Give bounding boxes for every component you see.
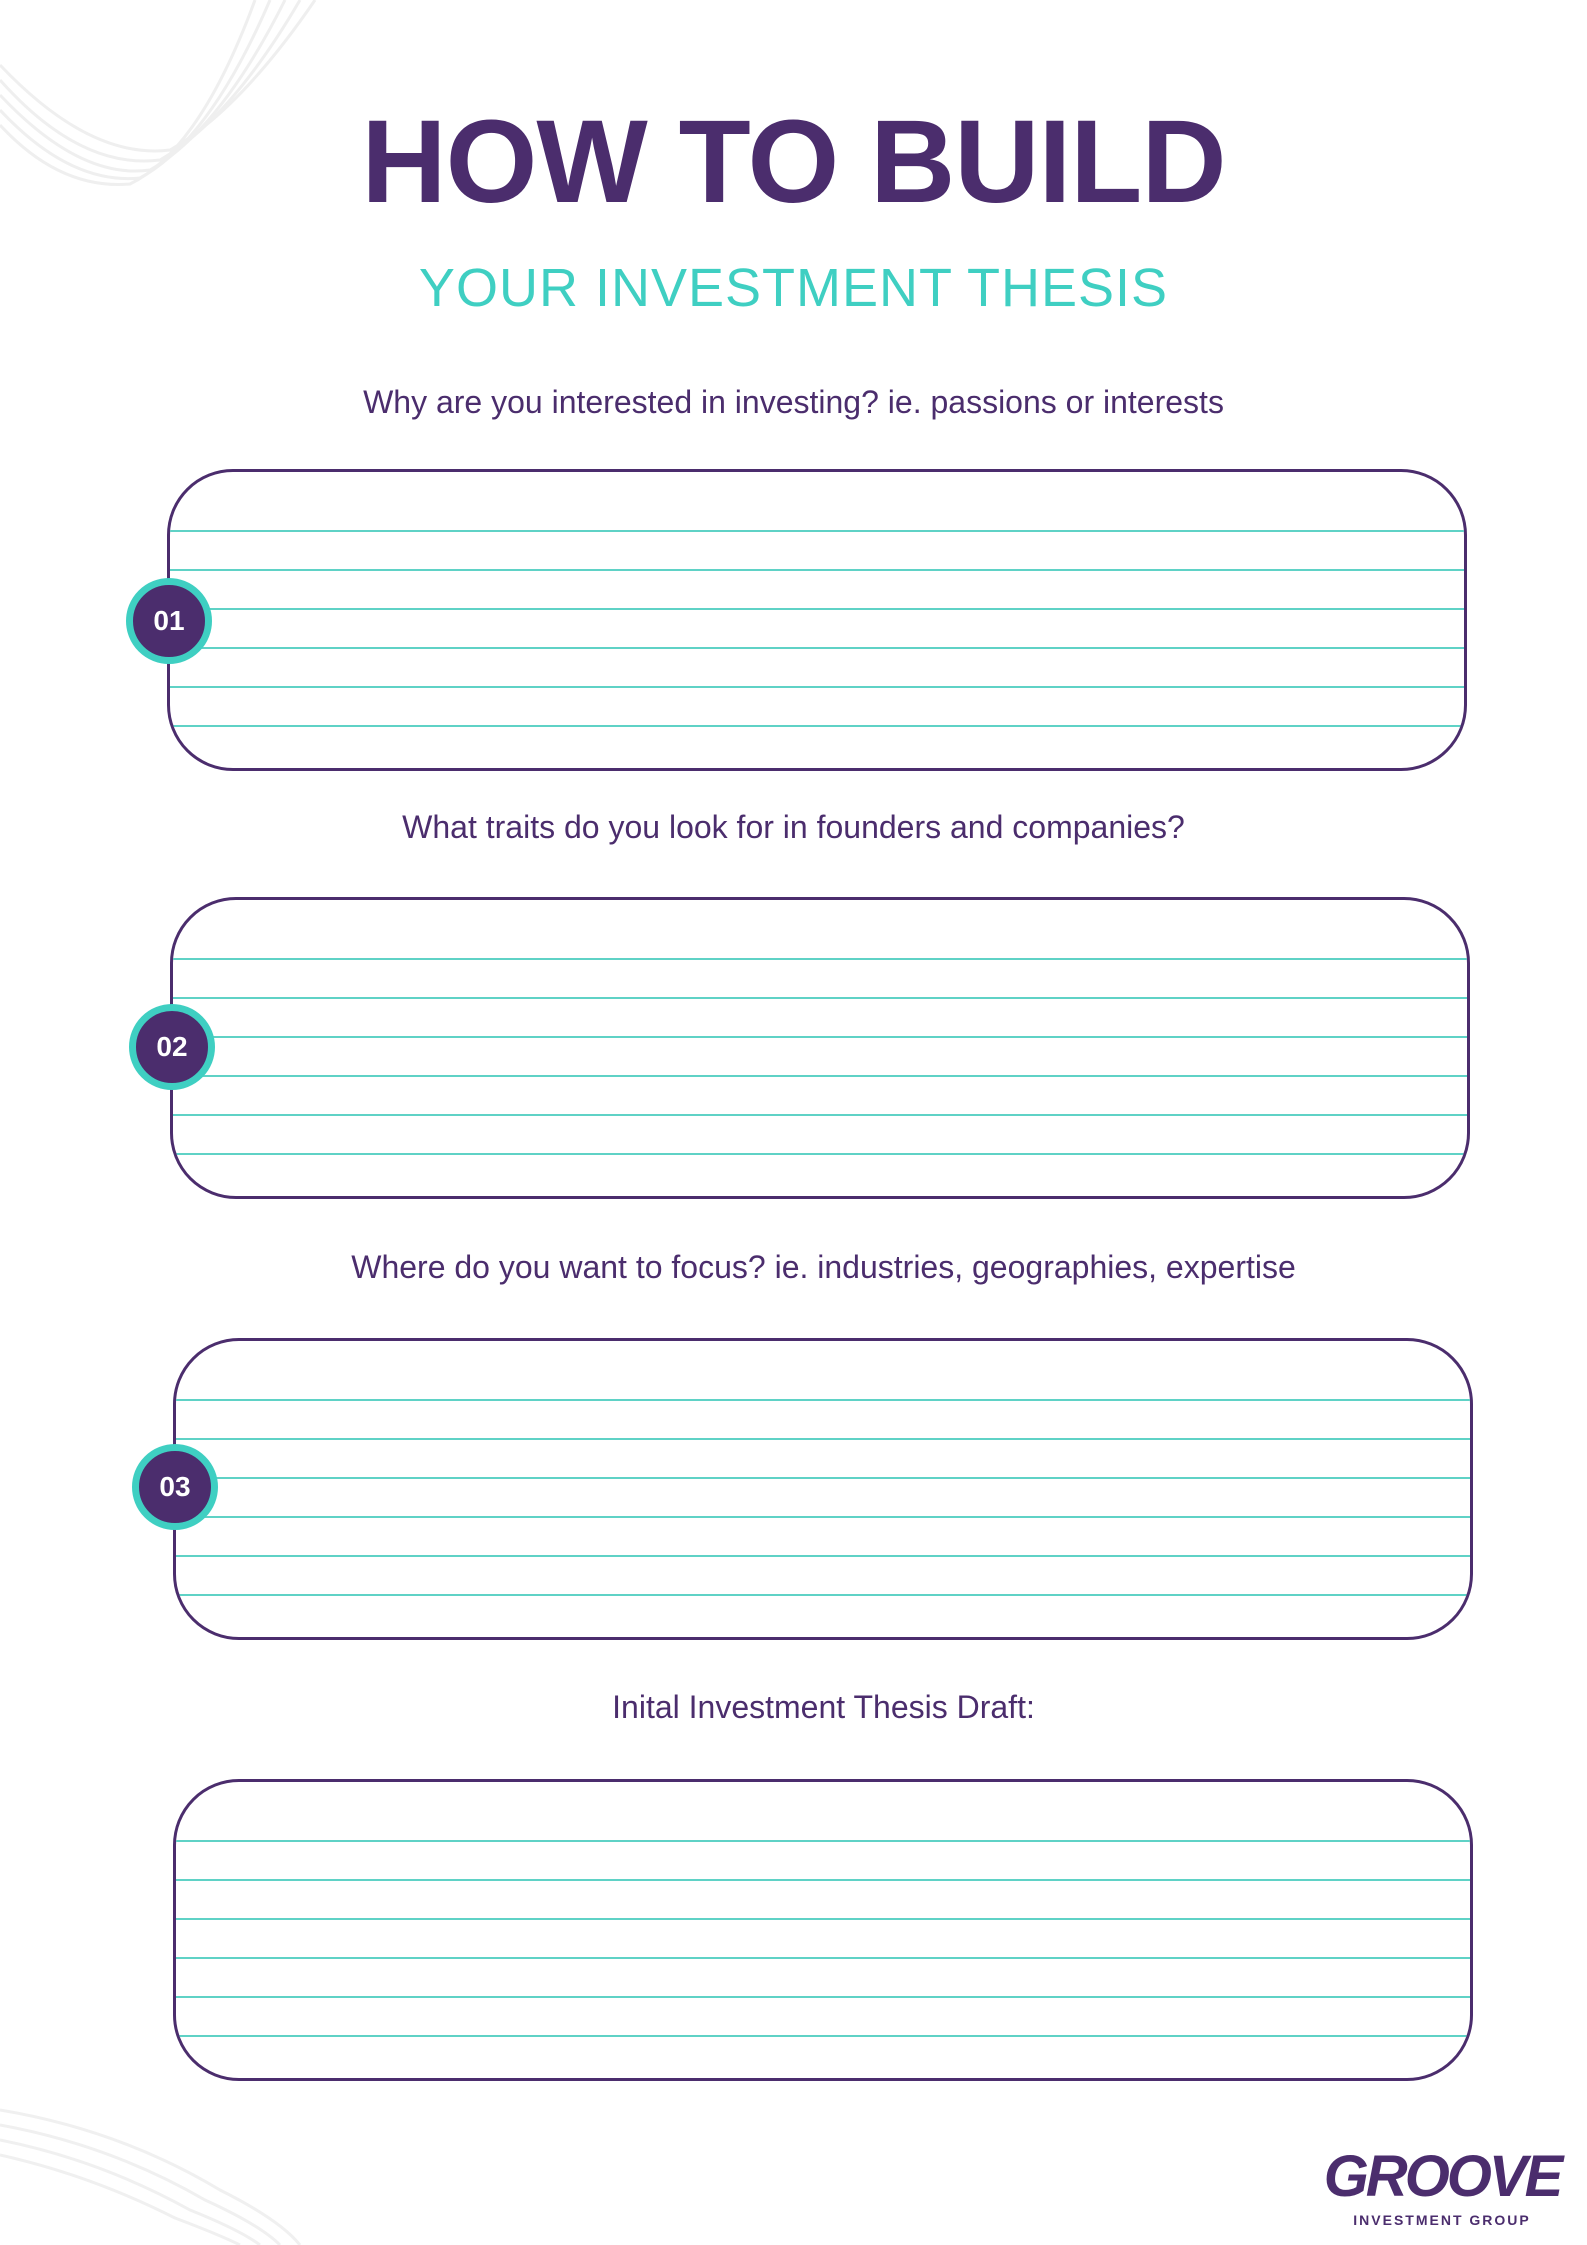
answer-box-2[interactable] bbox=[170, 897, 1470, 1199]
step-badge-3: 03 bbox=[132, 1444, 218, 1530]
ruled-line bbox=[176, 1879, 1470, 1881]
answer-box-3[interactable] bbox=[173, 1338, 1473, 1640]
ruled-line bbox=[176, 1957, 1470, 1959]
ruled-line bbox=[176, 1594, 1470, 1596]
ruled-line bbox=[176, 1399, 1470, 1401]
question-3: Where do you want to focus? ie. industries, geographies, expertise bbox=[351, 1249, 1296, 1285]
groove-logo bbox=[1322, 2144, 1562, 2228]
ruled-line bbox=[170, 569, 1464, 571]
ruled-line bbox=[170, 686, 1464, 688]
ruled-line bbox=[173, 1036, 1467, 1038]
ruled-line bbox=[176, 2035, 1470, 2037]
ruled-line bbox=[176, 1477, 1470, 1479]
decorative-wave-bottom-left bbox=[0, 2090, 320, 2245]
ruled-line bbox=[173, 958, 1467, 960]
page-subtitle: YOUR INVESTMENT THESIS bbox=[418, 258, 1169, 318]
answer-box-1[interactable] bbox=[167, 469, 1467, 771]
question-2: What traits do you look for in founders and companies? bbox=[402, 809, 1185, 845]
ruled-line bbox=[176, 1996, 1470, 1998]
ruled-line bbox=[173, 1075, 1467, 1077]
step-badge-1: 01 bbox=[126, 578, 212, 664]
ruled-line bbox=[170, 725, 1464, 727]
logo-tagline: INVESTMENT GROUP bbox=[1353, 2212, 1531, 2228]
ruled-line bbox=[170, 608, 1464, 610]
question-1: Why are you interested in investing? ie. passions or interests bbox=[363, 384, 1224, 420]
ruled-line bbox=[176, 1840, 1470, 1842]
ruled-line bbox=[176, 1918, 1470, 1920]
ruled-line bbox=[176, 1438, 1470, 1440]
step-badge-2: 02 bbox=[129, 1004, 215, 1090]
ruled-line bbox=[170, 647, 1464, 649]
question-4: Inital Investment Thesis Draft: bbox=[612, 1689, 1035, 1725]
ruled-line bbox=[173, 997, 1467, 999]
ruled-line bbox=[176, 1516, 1470, 1518]
ruled-line bbox=[173, 1114, 1467, 1116]
ruled-line bbox=[173, 1153, 1467, 1155]
answer-box-4[interactable] bbox=[173, 1779, 1473, 2081]
logo-wordmark: GROOVE bbox=[1323, 2144, 1561, 2209]
page-title: HOW TO BUILD bbox=[361, 96, 1226, 228]
ruled-line bbox=[170, 530, 1464, 532]
ruled-line bbox=[176, 1555, 1470, 1557]
